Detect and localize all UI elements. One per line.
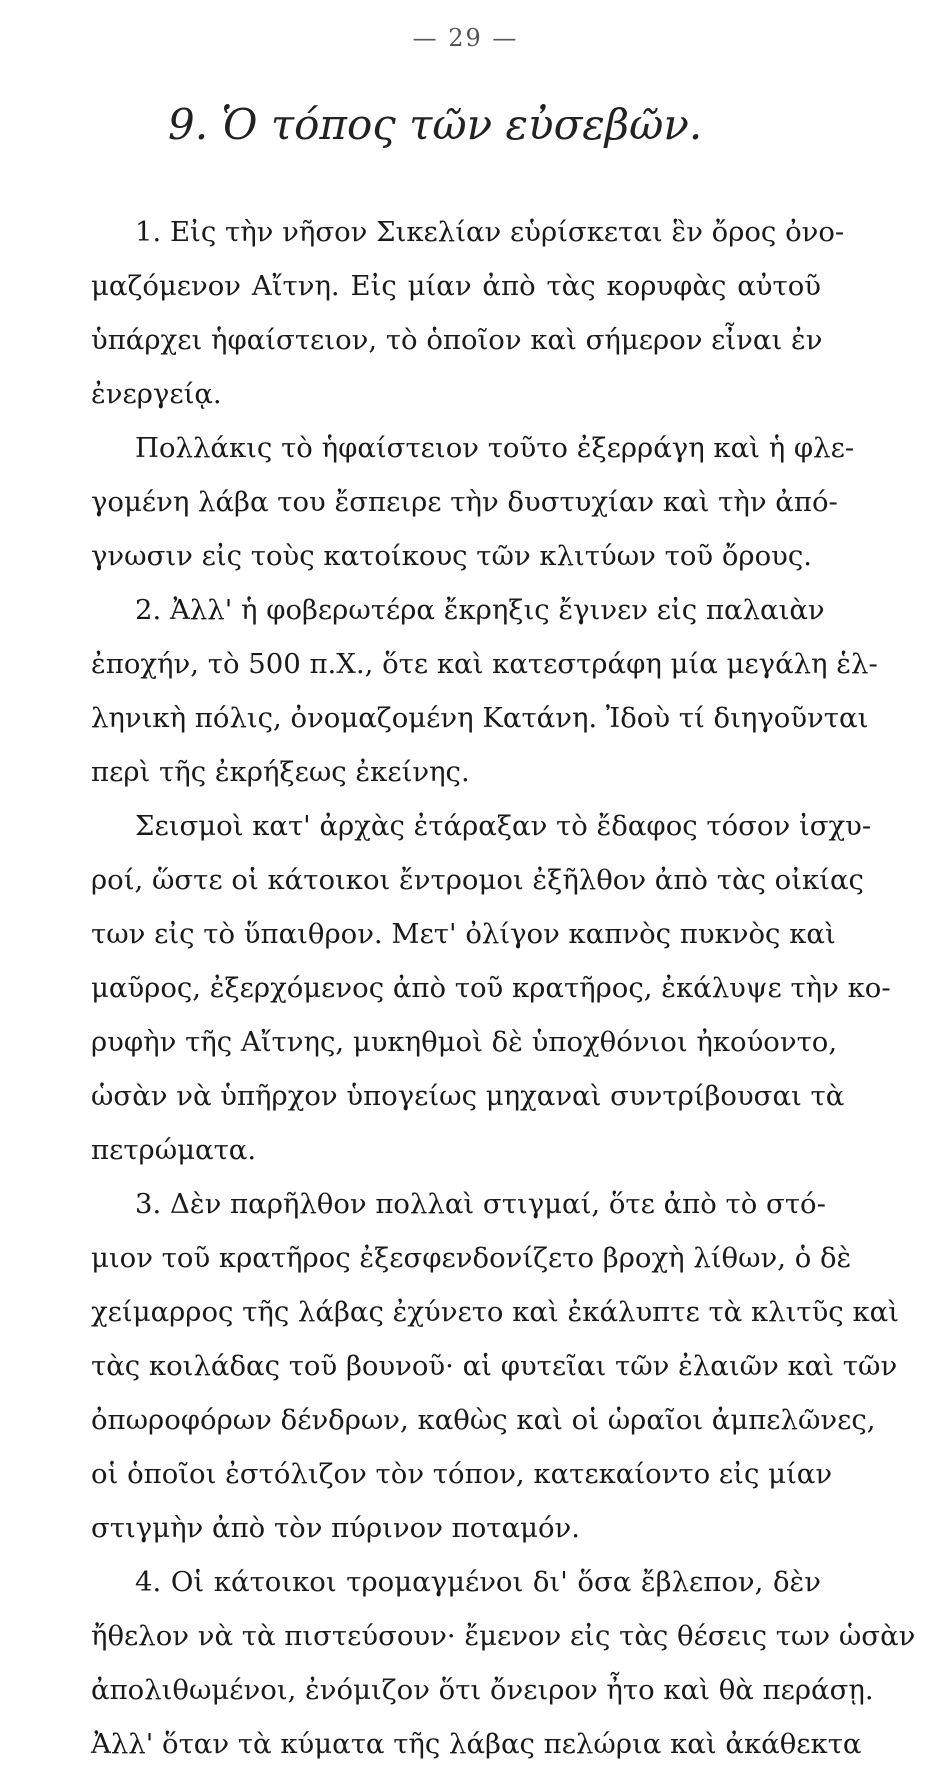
text-line: των εἰς τὸ ὕπαιθρον. Μετ' ὀλίγον καπνὸς πυκνὸς καὶ — [91, 918, 836, 950]
chapter-title: 9. Ὁ τόπος τῶν εὐσεβῶν. — [168, 100, 703, 149]
text-line: 3. Δὲν παρῆλθον πολλαὶ στιγμαί, ὅτε ἀπὸ τὸ στό- — [135, 1188, 826, 1220]
text-line: στιγμὴν ἀπὸ τὸν πύρινον ποταμόν. — [91, 1512, 580, 1544]
text-line: ὡσὰν νὰ ὑπῆρχον ὑπογείως μηχαναὶ συντρίβουσαι τὰ — [91, 1080, 845, 1112]
text-line: ρυφὴν τῆς Αἴτνης, μυκηθμοὶ δὲ ὑποχθόνιοι ἠκούοντο, — [91, 1026, 838, 1058]
text-line: ἐνεργείᾳ. — [91, 378, 222, 410]
text-line: μαῦρος, ἐξερχόμενος ἀπὸ τοῦ κρατῆρος, ἐκάλυψε τὴν κο- — [91, 972, 891, 1004]
text-line: γομένη λάβα του ἔσπειρε τὴν δυστυχίαν καὶ τὴν ἀπό- — [91, 486, 838, 518]
text-line: τὰς κοιλάδας τοῦ βουνοῦ· αἱ φυτεῖαι τῶν ἐλαιῶν καὶ τῶν — [91, 1350, 898, 1382]
text-line: χείμαρρος τῆς λάβας ἐχύνετο καὶ ἐκάλυπτε τὰ κλιτῦς καὶ — [91, 1296, 899, 1328]
body-text — [91, 205, 916, 1771]
text-line: Ἀλλ' ὅταν τὰ κύματα τῆς λάβας πελώρια καὶ ἀκάθεκτα — [91, 1728, 862, 1760]
page-number: — 29 — — [412, 24, 519, 52]
text-line: ληνικὴ πόλις, ὀνομαζομένη Κατάνη. Ἰδοὺ τί διηγοῦνται — [91, 702, 869, 734]
text-line: Πολλάκις τὸ ἡφαίστειον τοῦτο ἐξερράγη καὶ ἡ φλε- — [135, 432, 855, 464]
text-line: ὀπωροφόρων δένδρων, καθὼς καὶ οἱ ὡραῖοι ἀμπελῶνες, — [91, 1404, 876, 1436]
text-line: πετρώματα. — [91, 1134, 257, 1166]
text-line: ροί, ὥστε οἱ κάτοικοι ἔντρομοι ἐξῆλθον ἀπὸ τὰς οἰκίας — [91, 864, 864, 896]
text-line: ἤθελον νὰ τὰ πιστεύσουν· ἔμενον εἰς τὰς θέσεις των ὡσὰν — [91, 1620, 916, 1652]
text-line: 4. Οἱ κάτοικοι τρομαγμένοι δι' ὅσα ἔβλεπον, δὲν — [135, 1566, 821, 1598]
text-line: οἱ ὁποῖοι ἐστόλιζον τὸν τόπον, κατεκαίοντο εἰς μίαν — [91, 1458, 833, 1490]
text-line: γνωσιν εἰς τοὺς κατοίκους τῶν κλιτύων τοῦ ὄρους. — [91, 540, 812, 572]
text-line: 2. Ἀλλ' ἡ φοβερωτέρα ἔκρηξις ἔγινεν εἰς παλαιὰν — [135, 594, 825, 626]
text-line: μαζόμενον Αἴτνη. Εἰς μίαν ἀπὸ τὰς κορυφὰς αὐτοῦ — [91, 270, 821, 302]
text-line: Σεισμοὶ κατ' ἀρχὰς ἐτάραξαν τὸ ἔδαφος τόσον ἰσχυ- — [135, 810, 872, 842]
text-line: 1. Εἰς τὴν νῆσον Σικελίαν εὑρίσκεται ἓν ὄρος ὀνο- — [135, 216, 845, 248]
text-line: ὑπάρχει ἡφαίστειον, τὸ ὁποῖον καὶ σήμερον εἶναι ἐν — [91, 324, 823, 356]
text-line: ἐποχήν, τὸ 500 π.Χ., ὅτε καὶ κατεστράφη μία μεγάλη ἑλ- — [91, 648, 878, 680]
text-line: περὶ τῆς ἐκρήξεως ἐκείνης. — [91, 756, 470, 788]
text-line: μιον τοῦ κρατῆρος ἐξεσφενδονίζετο βροχὴ λίθων, ὁ δὲ — [91, 1242, 852, 1274]
text-line: ἀπολιθωμένοι, ἐνόμιζον ὅτι ὄνειρον ἦτο καὶ θὰ περάσῃ. — [91, 1674, 874, 1706]
